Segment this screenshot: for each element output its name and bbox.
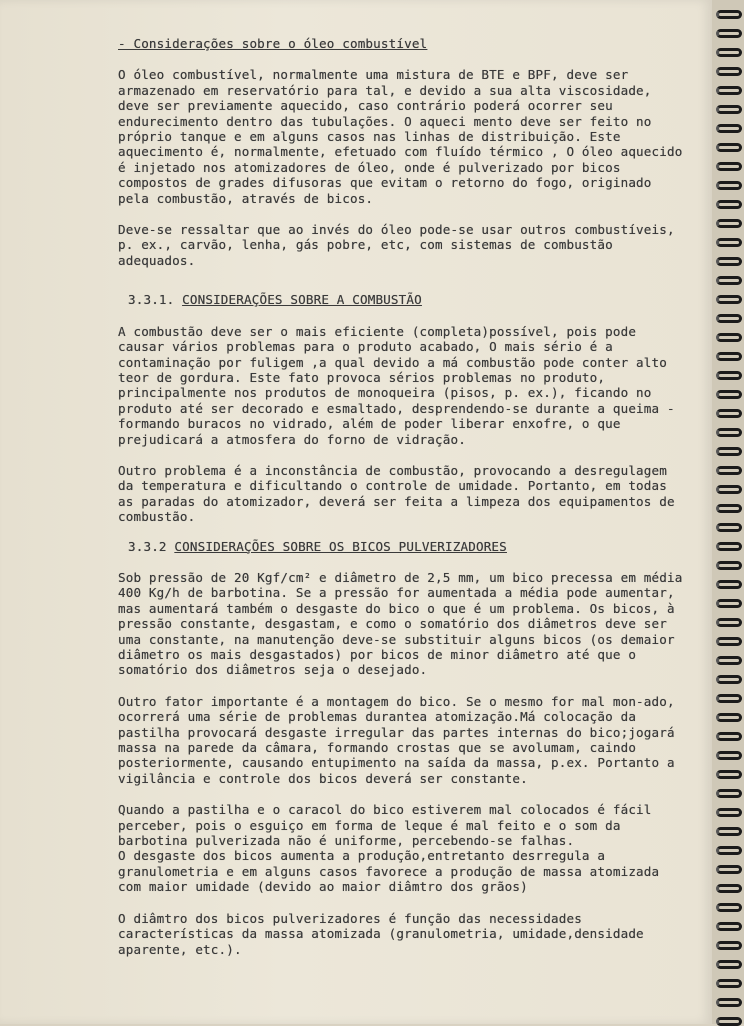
binding-ring: [716, 846, 742, 855]
binding-ring: [716, 409, 742, 418]
binding-ring: [716, 29, 742, 38]
binding-ring: [716, 447, 742, 456]
binding-ring: [716, 67, 742, 76]
binding-ring: [716, 827, 742, 836]
binding-ring: [716, 808, 742, 817]
binding-ring: [716, 504, 742, 513]
binding-ring: [716, 770, 742, 779]
binding-ring: [716, 238, 742, 247]
binding-ring: [716, 960, 742, 969]
binding-ring: [716, 637, 742, 646]
section-number: 3.3.2: [128, 538, 167, 554]
binding-ring: [716, 941, 742, 950]
binding-ring: [716, 675, 742, 684]
binding-ring: [716, 1017, 742, 1026]
binding-ring: [716, 86, 742, 95]
paragraph-outros-combustiveis: Deve-se ressaltar que ao invés do óleo pode-se usar outros combustíveis, p. ex., carvão, lenha, gás pobre, etc, com sistemas de combustão adequados.: [118, 222, 675, 268]
paragraph-inconstancia-combustao: Outro problema é a inconstância de combustão, provocando a desregulagem da temperatura e dificultando o controle de umidade. Portanto, em todas as paradas do atomizador, deverá ser feita a limpeza dos equipamentos de combustão.: [118, 462, 675, 525]
binding-ring: [716, 751, 742, 760]
binding-ring: [716, 732, 742, 741]
binding-ring: [716, 124, 742, 133]
binding-ring: [716, 998, 742, 1007]
binding-ring: [716, 390, 742, 399]
binding-ring: [716, 713, 742, 722]
paragraph-diametro-bicos: O diâmtro dos bicos pulverizadores é função das necessidades características da massa atomizada (granulometria, umidade,densidade aparente, etc.).: [118, 910, 644, 957]
binding-ring: [716, 789, 742, 798]
binding-ring: [716, 219, 742, 228]
binding-ring: [716, 979, 742, 988]
section-title: CONSIDERAÇÕES SOBRE OS BICOS PULVERIZADORES: [174, 538, 507, 554]
binding-ring: [716, 542, 742, 551]
binding-ring: [716, 580, 742, 589]
binding-ring: [716, 884, 742, 893]
binding-ring: [716, 599, 742, 608]
binding-ring: [716, 561, 742, 570]
binding-ring: [716, 371, 742, 380]
binding-ring: [716, 485, 742, 494]
paragraph-montagem-bico: Outro fator importante é a montagem do bico. Se o mesmo for mal mon-ado, ocorrerá uma série de problemas durantea atomização.Má colocação da pastilha provocará desgaste irregular das partes internas do bico;jogará massa na parede da câmara, formando crostas que se avolumam, caindo posteriormente, causando entupimento na saída da massa, p.ex. Portanto a vigilância e controle dos bicos deverá ser constante.: [118, 693, 675, 786]
binding-ring: [716, 181, 742, 190]
heading-oleo-combustivel: - Considerações sobre o óleo combustível: [118, 36, 428, 51]
binding-ring: [716, 922, 742, 931]
binding-ring: [716, 618, 742, 627]
section-heading-bicos: [128, 539, 688, 554]
binding-ring: [716, 105, 742, 114]
binding-ring: [716, 865, 742, 874]
document-body: [118, 36, 688, 957]
binding-ring: [716, 200, 742, 209]
binding-ring: [716, 295, 742, 304]
binding-ring: [716, 143, 742, 152]
binding-ring: [716, 694, 742, 703]
binding-ring: [716, 656, 742, 665]
paragraph-pastilha-caracol: Quando a pastilha e o caracol do bico estiverem mal colocados é fácil perceber, pois o esguiço em forma de leque é mal feito e o som da barbotina pulverizada não é uniforme, percebendo-se falhas.: [118, 802, 652, 849]
binding-ring: [716, 276, 742, 285]
binding-ring: [716, 314, 742, 323]
binding-ring: [716, 10, 742, 19]
paragraph-oleo-armazenamento: O óleo combustível, normalmente uma mistura de BTE e BPF, deve ser armazenado em reservatório para tal, e devido a sua alta viscosidade, deve ser previamente aquecido, caso contrário poderá ocorrer seu endurecimento dentro das tubulações. O aqueci mento deve ser feito no próprio tanque e em alguns casos nas linhas de distribuição. Este aquecimento é, normalmente, efetuado com fluído térmico , O óleo aquecido é injetado nos atomizadores de óleo, onde é pulverizado por bicos compostos de grades difusoras que evitam o retorno do fogo, originado pela combustão, através de bicos.: [118, 67, 683, 206]
binding-ring: [716, 352, 742, 361]
binding-ring: [716, 257, 742, 266]
section-heading-combustao: [128, 292, 688, 307]
section-title: CONSIDERAÇÕES SOBRE A COMBUSTÃO: [182, 292, 422, 308]
binding-ring: [716, 48, 742, 57]
binding-ring: [716, 333, 742, 342]
binding-ring: [716, 466, 742, 475]
spiral-binding: [712, 0, 744, 1024]
binding-ring: [716, 903, 742, 912]
paragraph-combustao-eficiente: A combustão deve ser o mais eficiente (completa)possível, pois pode causar vários problemas para o produto acabado, O mais sério é a contaminação por fuligem ,a qual devido a má combustão pode conter alto teor de gordura. Este fato provoca sérios problemas no produto, principalmente nos produtos de monoqueira (pisos, p. ex.), ficando no produto até ser decorado e esmaltado, desprendendo-se durante a queima - formando buracos no vidrado, além de poder liberar enxofre, o que prejudicará a atmosfera do forno de vidração.: [118, 323, 675, 447]
binding-ring: [716, 428, 742, 437]
binding-ring: [716, 162, 742, 171]
paragraph-pressao-bicos: Sob pressão de 20 Kgf/cm² e diâmetro de 2,5 mm, um bico precessa em média 400 Kg/h de barbotina. Se a pressão for aumentada a média pode aumentar, mas aumentará também o desgaste do bico o que é um problema. Os bicos, à pressão constante, desgastam, e como o somatório dos diâmetros deve ser uma constante, na manutenção deve-se substituir alguns bicos (os demaior diâmetro os mais desgastados) por bicos de minor diâmetro até que o somatório dos diâmetros seja o desejado.: [118, 569, 683, 678]
section-number: 3.3.1.: [128, 292, 175, 308]
paragraph-desgaste-bicos: O desgaste dos bicos aumenta a produção,entretanto desrregula a granulometria e em alguns casos favorece a produção de massa atomizada com maior umidade (devido ao maior diâmtro dos grãos): [118, 848, 660, 895]
binding-ring: [716, 523, 742, 532]
